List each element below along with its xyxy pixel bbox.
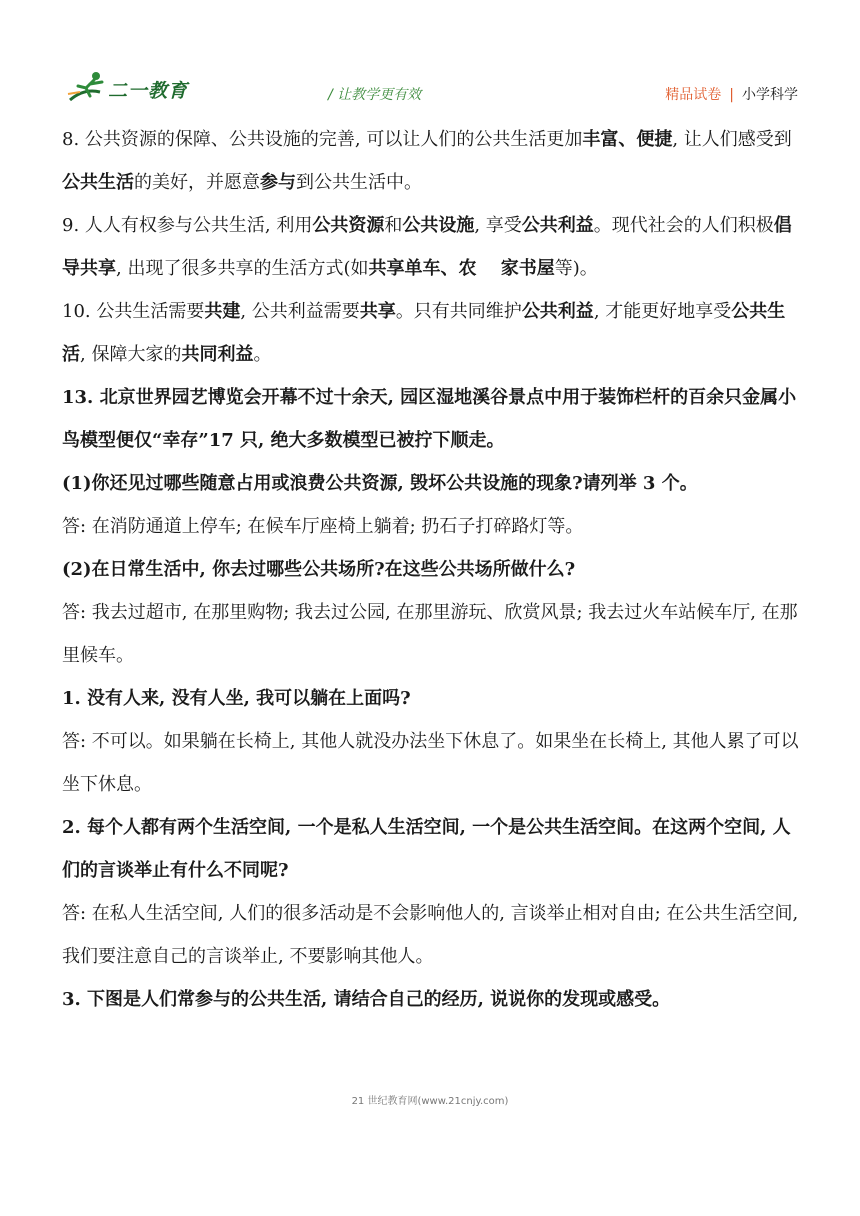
badge-separator: | bbox=[729, 87, 734, 103]
answer-13-2: 答: 我去过超市, 在那里购物; 我去过公园, 在那里游玩、欣赏风景; 我去过火车站候车厅, 在那里候车。 bbox=[62, 602, 798, 666]
subject-badge bbox=[665, 84, 798, 104]
item-10: 10. 公共生活需要共建, 公共利益需要共享。只有共同维护公共利益, 才能更好地享受公共生活, 保障大家的共同利益。 bbox=[62, 301, 786, 365]
document-body bbox=[62, 118, 802, 1021]
slogan: / 让教学更有效 bbox=[328, 87, 422, 103]
logo-text: 二一教育 bbox=[108, 80, 189, 102]
question-13-2: (2)在日常生活中, 你去过哪些公共场所?在这些公共场所做什么? bbox=[62, 559, 576, 580]
page-footer[interactable]: 21 世纪教育网(www.21cnjy.com) bbox=[351, 1096, 509, 1107]
page-header bbox=[0, 0, 860, 110]
question-1: 1. 没有人来, 没有人坐, 我可以躺在上面吗? bbox=[62, 688, 411, 709]
item-8: 8. 公共资源的保障、公共设施的完善, 可以让人们的公共生活更加丰富、便捷, 让人们感受到公共生活的美好，并愿意参与到公共生活中。 bbox=[62, 129, 792, 193]
answer-13-1: 答: 在消防通道上停车; 在候车厅座椅上躺着; 扔石子打碎路灯等。 bbox=[62, 516, 584, 537]
question-13-1: (1)你还见过哪些随意占用或浪费公共资源, 毁坏公共设施的现象?请列举 3 个。 bbox=[62, 473, 698, 494]
badge-category: 精品试卷 bbox=[665, 87, 722, 103]
answer-2: 答: 在私人生活空间, 人们的很多活动是不会影响他人的, 言谈举止相对自由; 在公共生活空间, 我们要注意自己的言谈举止, 不要影响其他人。 bbox=[62, 903, 799, 967]
question-3: 3. 下图是人们常参与的公共生活, 请结合自己的经历, 说说你的发现或感受。 bbox=[62, 989, 671, 1010]
question-2: 2. 每个人都有两个生活空间, 一个是私人生活空间, 一个是公共生活空间。在这两个空间, 人们的言谈举止有什么不同呢? bbox=[62, 817, 791, 881]
site-logo[interactable] bbox=[66, 70, 189, 104]
item-9: 9. 人人有权参与公共生活, 利用公共资源和公共设施, 享受公共利益。现代社会的人们积极倡导共享, 出现了很多共享的生活方式(如共享单车、农 家书屋等)。 bbox=[62, 215, 792, 279]
badge-subject: 小学科学 bbox=[742, 87, 798, 103]
question-13: 13. 北京世界园艺博览会开幕不过十余天, 园区湿地溪谷景点中用于装饰栏杆的百余只金属小鸟模型便仅“幸存”17 只, 绝大多数模型已被拧下顺走。 bbox=[62, 387, 797, 451]
answer-1: 答: 不可以。如果躺在长椅上, 其他人就没办法坐下休息了。如果坐在长椅上, 其他人累了可以坐下休息。 bbox=[62, 731, 799, 795]
running-figure-icon bbox=[66, 70, 110, 104]
